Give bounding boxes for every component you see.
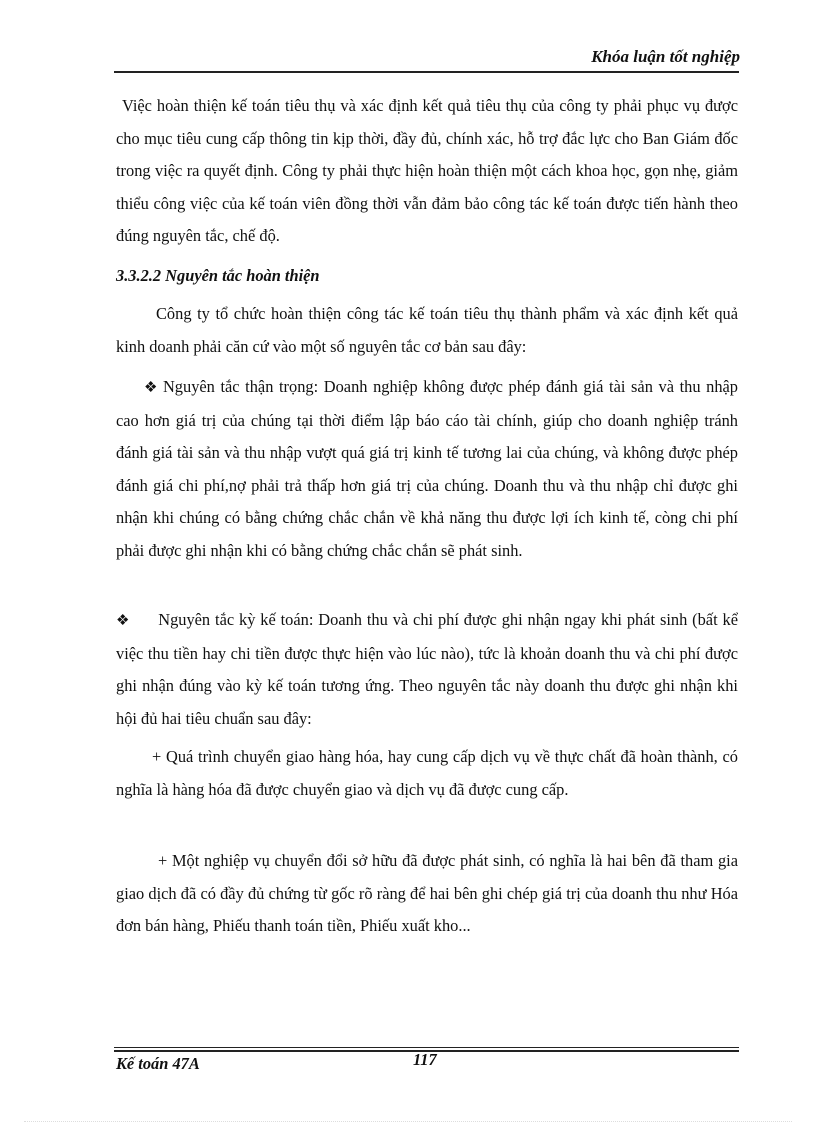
paragraph-intro: Việc hoàn thiện kế toán tiêu thụ và xác định kết quả tiêu thụ của công ty phải phục vụ được cho mục tiêu cung cấp thông tin kịp thời, đầy đủ, chính xác, hỗ trợ đắc lực cho Ban Giám đốc trong việc ra quyết định. Công ty phải thực hiện hoàn thiện một cách khoa học, gọn nhẹ, giảm thiểu công việc của kế toán viên đồng thời vẫn đảm bảo công tác kế toán được tiến hành theo đúng nguyên tắc, chế độ. bbox=[116, 96, 738, 246]
page-header-title: Khóa luận tốt nghiệp bbox=[591, 47, 740, 66]
bullet-prudence bbox=[116, 371, 738, 568]
bullet-accounting-period-text: Nguyên tắc kỳ kế toán: Doanh thu và chi phí được ghi nhận ngay khi phát sinh (bất kể việc thu tiền hay chi tiền được thực hiện vào lúc nào), tức là khoản doanh thu và chi phí được ghi nhận đúng vào kỳ kế toán tương ứng. Theo nguyên tắc này doanh thu được ghi nhận khi hội đủ hai tiêu chuẩn sau đây: bbox=[116, 610, 738, 728]
criterion-1: + Quá trình chuyển giao hàng hóa, hay cung cấp dịch vụ về thực chất đã hoàn thành, có nghĩa là hàng hóa đã được chuyển giao và dịch vụ đã được cung cấp. bbox=[116, 747, 738, 799]
bullet-prudence-text: Nguyên tắc thận trọng: Doanh nghiệp không được phép đánh giá tài sản và thu nhập cao hơn giá trị của chúng tại thời điểm lập báo cáo tài chính, giúp cho doanh nghiệp tránh đánh giá tài sản và thu nhập vượt quá giá trị kinh tế tương lai của chúng, và không được phép đánh giá chi phí,nợ phải trả thấp hơn giá trị của chúng. Doanh thu và thu nhập chỉ được ghi nhận khi chúng có bằng chứng chắc chắn về khả năng thu được lợi ích kinh tế, còng chi phí phải được ghi nhận khi có bằng chứng chắc chắn sẽ phát sinh. bbox=[116, 377, 738, 560]
footer-rule bbox=[114, 1047, 739, 1048]
diamond-bullet-icon: ❖ bbox=[116, 613, 131, 629]
page-number: 117 bbox=[413, 1050, 437, 1069]
criterion-2: + Một nghiệp vụ chuyển đổi sở hữu đã được phát sinh, có nghĩa là hai bên đã tham gia giao dịch đã có đầy đủ chứng từ gốc rõ ràng để hai bên ghi chép giá trị của doanh thu như Hóa đơn bán hàng, Phiếu thanh toán tiền, Phiếu xuất kho... bbox=[116, 851, 738, 936]
footer-class-label: Kế toán 47A bbox=[116, 1054, 200, 1073]
diamond-bullet-icon: ❖ bbox=[144, 380, 159, 396]
bullet-accounting-period bbox=[116, 604, 738, 735]
paragraph-principles-intro: Công ty tổ chức hoàn thiện công tác kế toán tiêu thụ thành phẩm và xác định kết quả kinh doanh phải căn cứ vào một số nguyên tắc cơ bản sau đây: bbox=[116, 304, 738, 356]
bottom-dotted-border bbox=[24, 1121, 792, 1122]
section-heading: 3.3.2.2 Nguyên tắc hoàn thiện bbox=[116, 266, 320, 285]
header-rule bbox=[114, 71, 739, 73]
